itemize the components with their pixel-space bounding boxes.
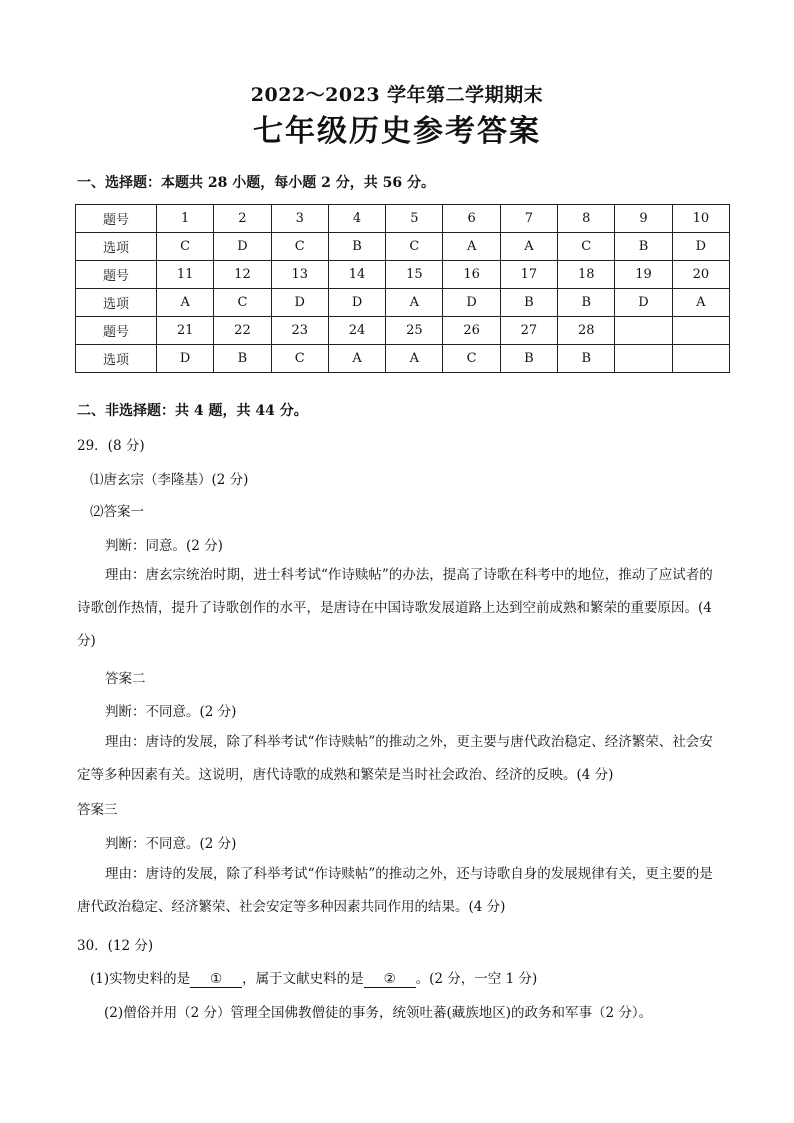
question-number-cell: 7 xyxy=(500,205,557,233)
answer-option-cell: B xyxy=(214,345,271,373)
answer-option-cell: B xyxy=(500,289,557,317)
question-number-cell: 22 xyxy=(214,317,271,345)
answer-option-cell: B xyxy=(615,233,672,261)
q30-part1 xyxy=(90,967,537,988)
question-number-cell: 24 xyxy=(328,317,385,345)
q30-part1-mid: ，属于文献史料的是 xyxy=(242,971,364,987)
answer-option-cell: A xyxy=(672,289,729,317)
question-number-cell: 13 xyxy=(271,261,328,289)
answer-option-cell: A xyxy=(500,233,557,261)
page-title: 七年级历史参考答案 xyxy=(253,114,541,149)
q29-title: 29．(8 分) xyxy=(77,438,145,454)
row-label: 题号 xyxy=(76,317,157,345)
row-label: 选项 xyxy=(76,289,157,317)
q29-a1-reason: 理由：唐玄宗统治时期，进士科考试“作诗赎帖”的办法，提高了诗歌在科考中的地位，推动了应试者的诗歌创作热情，提升了诗歌创作的水平，是唐诗在中国诗歌发展道路上达到空前成熟和繁荣的重要原因。(4 分) xyxy=(77,567,713,649)
question-number-cell: 2 xyxy=(214,205,271,233)
answer-option-cell: C xyxy=(214,289,271,317)
answer-option-cell: D xyxy=(157,345,214,373)
question-number-cell: 8 xyxy=(558,205,615,233)
answer-option-cell: A xyxy=(386,345,443,373)
q29-part1: ⑴唐玄宗（李隆基）(2 分) xyxy=(90,472,249,488)
answer-option-cell xyxy=(672,345,729,373)
q30-part1-prefix: (1)实物史料的是 xyxy=(90,971,191,987)
answer-option-cell: A xyxy=(328,345,385,373)
row-label: 题号 xyxy=(76,205,157,233)
answer-option-cell: B xyxy=(328,233,385,261)
section2-heading: 二、非选择题：共 4 题，共 44 分。 xyxy=(77,403,308,419)
answer-blank-1: ① xyxy=(190,971,242,988)
question-number-row xyxy=(76,261,730,289)
answer-option-cell: C xyxy=(271,345,328,373)
answer-option-cell: A xyxy=(157,289,214,317)
answer-option-cell: C xyxy=(558,233,615,261)
answer-option-cell: A xyxy=(386,289,443,317)
question-number-cell: 11 xyxy=(157,261,214,289)
question-number-cell: 14 xyxy=(328,261,385,289)
q29-a2-reason: 理由：唐诗的发展，除了科举考试“作诗赎帖”的推动之外，更主要与唐代政治稳定、经济繁荣、社会安定等多种因素有关。这说明，唐代诗歌的成熟和繁荣是当时社会政治、经济的反映。(4 分) xyxy=(77,734,713,783)
answer-option-cell: D xyxy=(214,233,271,261)
row-label: 选项 xyxy=(76,233,157,261)
answer-option-cell: C xyxy=(386,233,443,261)
question-number-cell: 6 xyxy=(443,205,500,233)
q29-a2-judgement: 判断：不同意。(2 分) xyxy=(105,704,237,720)
question-number-cell: 17 xyxy=(500,261,557,289)
question-number-cell: 18 xyxy=(558,261,615,289)
q29-part2-label: ⑵答案一 xyxy=(90,504,144,520)
q29-a1-judgement: 判断：同意。(2 分) xyxy=(105,538,223,554)
question-number-cell: 28 xyxy=(558,317,615,345)
question-number-row xyxy=(76,205,730,233)
question-number-cell xyxy=(615,317,672,345)
answer-option-cell: C xyxy=(157,233,214,261)
question-number-cell: 19 xyxy=(615,261,672,289)
q30-title: 30．(12 分) xyxy=(77,938,154,954)
row-label: 选项 xyxy=(76,345,157,373)
answer-option-row xyxy=(76,289,730,317)
answer-option-cell: D xyxy=(615,289,672,317)
q29-a3-label: 答案三 xyxy=(77,802,118,818)
row-label: 题号 xyxy=(76,261,157,289)
question-number-cell xyxy=(672,317,729,345)
answer-option-cell: C xyxy=(271,233,328,261)
q29-a3-reason: 理由：唐诗的发展，除了科举考试“作诗赎帖”的推动之外，还与诗歌自身的发展规律有关，更主要的是唐代政治稳定、经济繁荣、社会安定等多种因素共同作用的结果。(4 分) xyxy=(77,866,713,915)
q29-a3-judgement: 判断：不同意。(2 分) xyxy=(105,836,237,852)
question-number-cell: 12 xyxy=(214,261,271,289)
title-year-term: 2022～2023 学年第二学期期末 xyxy=(250,84,544,106)
section1-heading: 一、选择题：本题共 28 小题，每小题 2 分，共 56 分。 xyxy=(77,175,435,191)
q29-a2-label: 答案二 xyxy=(105,671,146,687)
answer-option-row xyxy=(76,345,730,373)
answer-option-cell xyxy=(615,345,672,373)
answer-option-cell: B xyxy=(558,345,615,373)
answer-option-cell: C xyxy=(443,345,500,373)
question-number-row xyxy=(76,317,730,345)
answer-option-cell: D xyxy=(328,289,385,317)
answer-blank-2: ② xyxy=(364,971,416,988)
question-number-cell: 10 xyxy=(672,205,729,233)
answer-option-cell: A xyxy=(443,233,500,261)
q30-part1-suffix: 。(2 分，一空 1 分) xyxy=(415,971,538,987)
answer-option-cell: D xyxy=(443,289,500,317)
question-number-cell: 20 xyxy=(672,261,729,289)
question-number-cell: 16 xyxy=(443,261,500,289)
answer-option-row xyxy=(76,233,730,261)
question-number-cell: 25 xyxy=(386,317,443,345)
question-number-cell: 27 xyxy=(500,317,557,345)
answer-option-cell: B xyxy=(500,345,557,373)
answer-table xyxy=(75,204,730,373)
q30-part2: (2)僧俗并用（2 分）管理全国佛教僧徒的事务，统领吐蕃(藏族地区)的政务和军事（2 分）。 xyxy=(104,1005,653,1021)
answer-option-cell: D xyxy=(271,289,328,317)
answer-option-cell: B xyxy=(558,289,615,317)
question-number-cell: 3 xyxy=(271,205,328,233)
answer-option-cell: D xyxy=(672,233,729,261)
question-number-cell: 15 xyxy=(386,261,443,289)
question-number-cell: 4 xyxy=(328,205,385,233)
question-number-cell: 5 xyxy=(386,205,443,233)
question-number-cell: 1 xyxy=(157,205,214,233)
question-number-cell: 23 xyxy=(271,317,328,345)
question-number-cell: 26 xyxy=(443,317,500,345)
question-number-cell: 21 xyxy=(157,317,214,345)
question-number-cell: 9 xyxy=(615,205,672,233)
